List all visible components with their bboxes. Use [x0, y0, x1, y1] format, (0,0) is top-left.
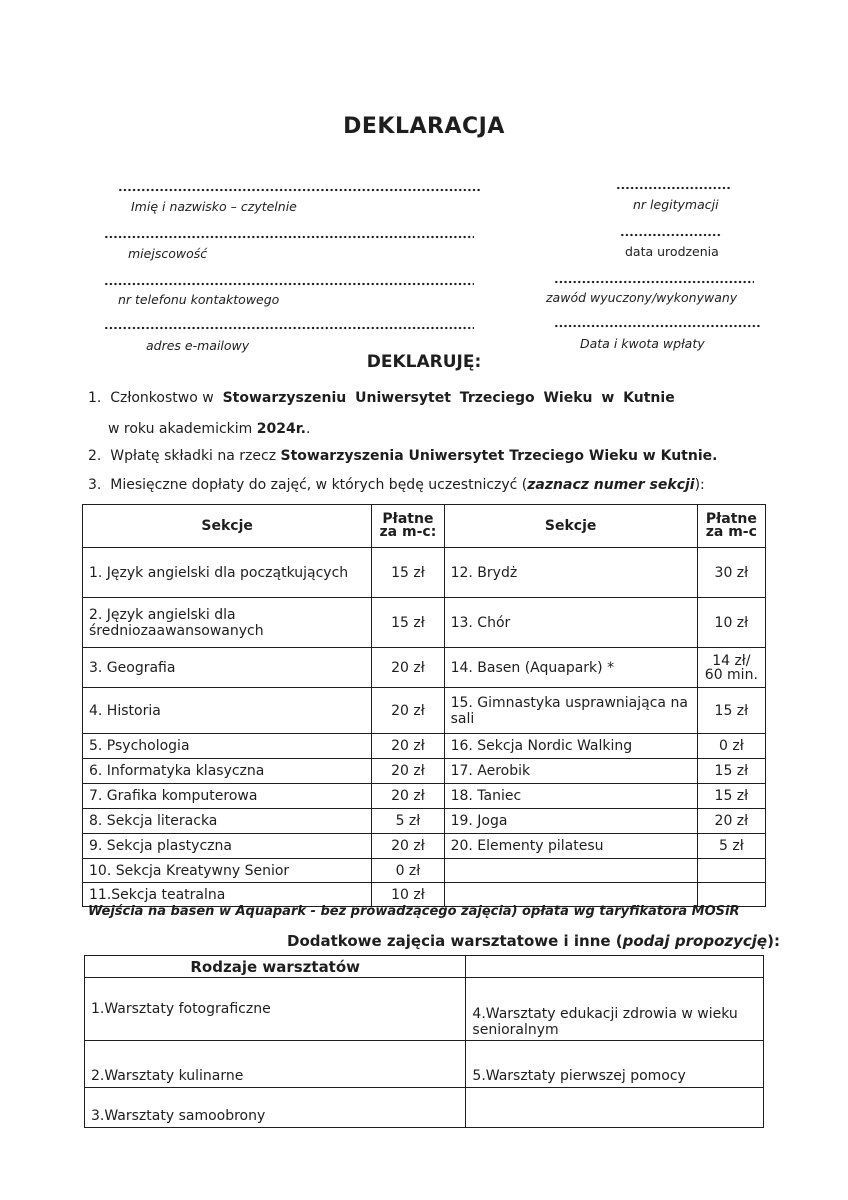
- sections-header: Sekcje: [83, 505, 372, 548]
- phone-field[interactable]: [104, 281, 474, 287]
- name-field[interactable]: [118, 187, 480, 193]
- workshops-header: Rodzaje warsztatów: [85, 956, 466, 978]
- section-option[interactable]: 9. Sekcja plastyczna: [83, 834, 372, 859]
- section-price: 15 zł: [697, 784, 765, 809]
- section-option[interactable]: 17. Aerobik: [444, 759, 697, 784]
- item-instruction: zaznacz numer sekcji: [527, 477, 695, 493]
- item-number: 3.: [88, 477, 102, 493]
- id-number-label: nr legitymacji: [633, 197, 719, 212]
- heading-instruction: podaj propozycję: [622, 932, 768, 950]
- workshops-table: [84, 955, 764, 1128]
- section-option[interactable]: 5. Psychologia: [83, 734, 372, 759]
- table-row: [83, 548, 766, 598]
- table-row: [85, 1088, 764, 1128]
- section-price: 5 zł: [372, 809, 444, 834]
- declaration-item-2: [88, 448, 717, 464]
- section-price: 0 zł: [372, 859, 444, 883]
- section-option[interactable]: 16. Sekcja Nordic Walking: [444, 734, 697, 759]
- section-option[interactable]: 11.Sekcja teatralna: [83, 883, 372, 907]
- declaration-item-3: [88, 477, 705, 493]
- section-option[interactable]: 4. Historia: [83, 688, 372, 734]
- empty-cell: [466, 956, 764, 978]
- section-price: 15 zł: [697, 759, 765, 784]
- section-option[interactable]: 10. Sekcja Kreatywny Senior: [83, 859, 372, 883]
- section-option[interactable]: 8. Sekcja literacka: [83, 809, 372, 834]
- workshop-option[interactable]: 1.Warsztaty fotograficzne: [85, 978, 466, 1041]
- phone-label: nr telefonu kontaktowego: [118, 292, 280, 307]
- table-header-row: [83, 505, 766, 548]
- table-row: [83, 784, 766, 809]
- workshop-option[interactable]: 3.Warsztaty samoobrony: [85, 1088, 466, 1128]
- section-price: 15 zł: [697, 688, 765, 734]
- heading-text: Dodatkowe zajęcia warsztatowe i inne (: [287, 932, 623, 950]
- section-option[interactable]: 7. Grafika komputerowa: [83, 784, 372, 809]
- item-text: Członkostwo w: [110, 390, 214, 406]
- section-price: 20 zł: [372, 834, 444, 859]
- profession-field[interactable]: [554, 279, 754, 285]
- table-row: [83, 759, 766, 784]
- section-option[interactable]: 2. Język angielski dla średniozaawansowanych: [83, 598, 372, 648]
- empty-cell: [444, 883, 697, 907]
- section-price: 20 zł: [372, 648, 444, 688]
- item-number: 2.: [88, 448, 102, 464]
- table-row: [85, 978, 764, 1041]
- section-option[interactable]: 19. Joga: [444, 809, 697, 834]
- empty-cell: [444, 859, 697, 883]
- item-punctuation: ):: [694, 477, 705, 493]
- paid-header-line: Płatne: [705, 511, 757, 527]
- section-option[interactable]: 18. Taniec: [444, 784, 697, 809]
- section-price: 15 zł: [372, 548, 444, 598]
- association-name: Stowarzyszenia Uniwersytet Trzeciego Wieku w Kutnie.: [280, 448, 718, 464]
- section-price: 14 zł/ 60 min.: [697, 648, 765, 688]
- section-price: 20 zł: [372, 784, 444, 809]
- table-row: [83, 688, 766, 734]
- section-price: 10 zł: [697, 598, 765, 648]
- email-label: adres e-mailowy: [146, 338, 250, 353]
- item-text: Miesięczne dopłaty do zajęć, w których będę uczestniczyć (: [110, 477, 528, 493]
- table-row: [83, 834, 766, 859]
- table-row: [83, 598, 766, 648]
- birth-date-field[interactable]: [620, 232, 722, 238]
- declaration-item-1-cont: [108, 421, 310, 437]
- extra-activities-heading: [287, 932, 780, 950]
- table-row: [83, 809, 766, 834]
- section-option[interactable]: 12. Brydż: [444, 548, 697, 598]
- workshop-option[interactable]: 5.Warsztaty pierwszej pomocy: [466, 1041, 764, 1088]
- id-number-field[interactable]: [616, 185, 730, 191]
- empty-cell: [697, 859, 765, 883]
- section-option[interactable]: 13. Chór: [444, 598, 697, 648]
- town-label: miejscowość: [128, 246, 208, 261]
- sections-header: Sekcje: [444, 505, 697, 548]
- paid-header-line: Płatne: [382, 511, 434, 527]
- paid-header: [372, 505, 444, 548]
- birth-date-label: data urodzenia: [625, 244, 719, 259]
- item-text: Wpłatę składki na rzecz: [110, 448, 277, 464]
- item-punctuation: .: [305, 421, 311, 437]
- sections-table: [82, 504, 766, 907]
- heading-punctuation: ):: [767, 932, 780, 950]
- email-field[interactable]: [104, 325, 474, 331]
- town-field[interactable]: [104, 234, 474, 240]
- section-price: 10 zł: [372, 883, 444, 907]
- section-price: 20 zł: [372, 759, 444, 784]
- table-row: [85, 1041, 764, 1088]
- name-label: Imię i nazwisko – czytelnie: [131, 199, 297, 214]
- profession-label: zawód wyuczony/wykonywany: [546, 290, 738, 305]
- section-price: 0 zł: [697, 734, 765, 759]
- table-row: [83, 734, 766, 759]
- empty-cell: [466, 1088, 764, 1128]
- pool-note: Wejścia na basen w Aquapark - bez prowadzącego zajęcia) opłata wg taryfikatora MOSiR: [88, 904, 740, 919]
- paid-header-line: za m-c:: [379, 524, 437, 540]
- payment-label: Data i kwota wpłaty: [580, 336, 705, 351]
- academic-year: 2024r.: [256, 421, 306, 437]
- workshop-option[interactable]: 2.Warsztaty kulinarne: [85, 1041, 466, 1088]
- section-price: 20 zł: [372, 734, 444, 759]
- section-price: 30 zł: [697, 548, 765, 598]
- section-price: 20 zł: [372, 688, 444, 734]
- table-row: [83, 859, 766, 883]
- paid-header-line: za m-c: [705, 524, 757, 540]
- section-option[interactable]: 6. Informatyka klasyczna: [83, 759, 372, 784]
- section-option[interactable]: 14. Basen (Aquapark) *: [444, 648, 697, 688]
- item-text: w roku akademickim: [108, 421, 253, 437]
- paid-header: [697, 505, 765, 548]
- section-price: 20 zł: [697, 809, 765, 834]
- table-row: [83, 648, 766, 688]
- declare-heading: DEKLARUJĘ:: [366, 352, 482, 372]
- section-option[interactable]: 15. Gimnastyka usprawniająca na sali: [444, 688, 697, 734]
- workshop-option[interactable]: 4.Warsztaty edukacji zdrowia w wieku senioralnym: [466, 978, 764, 1041]
- empty-cell: [697, 883, 765, 907]
- section-price: 15 zł: [372, 598, 444, 648]
- payment-field[interactable]: [554, 323, 760, 329]
- section-option[interactable]: 20. Elementy pilatesu: [444, 834, 697, 859]
- section-option[interactable]: 3. Geografia: [83, 648, 372, 688]
- association-name: Stowarzyszeniu Uniwersytet Trzeciego Wieku w Kutnie: [222, 390, 675, 406]
- section-option[interactable]: 1. Język angielski dla początkujących: [83, 548, 372, 598]
- table-header-row: [85, 956, 764, 978]
- section-price: 5 zł: [697, 834, 765, 859]
- declaration-item-1: [88, 390, 675, 406]
- item-number: 1.: [88, 390, 102, 406]
- table-row: [83, 883, 766, 907]
- page-title: DEKLARACJA: [343, 114, 505, 139]
